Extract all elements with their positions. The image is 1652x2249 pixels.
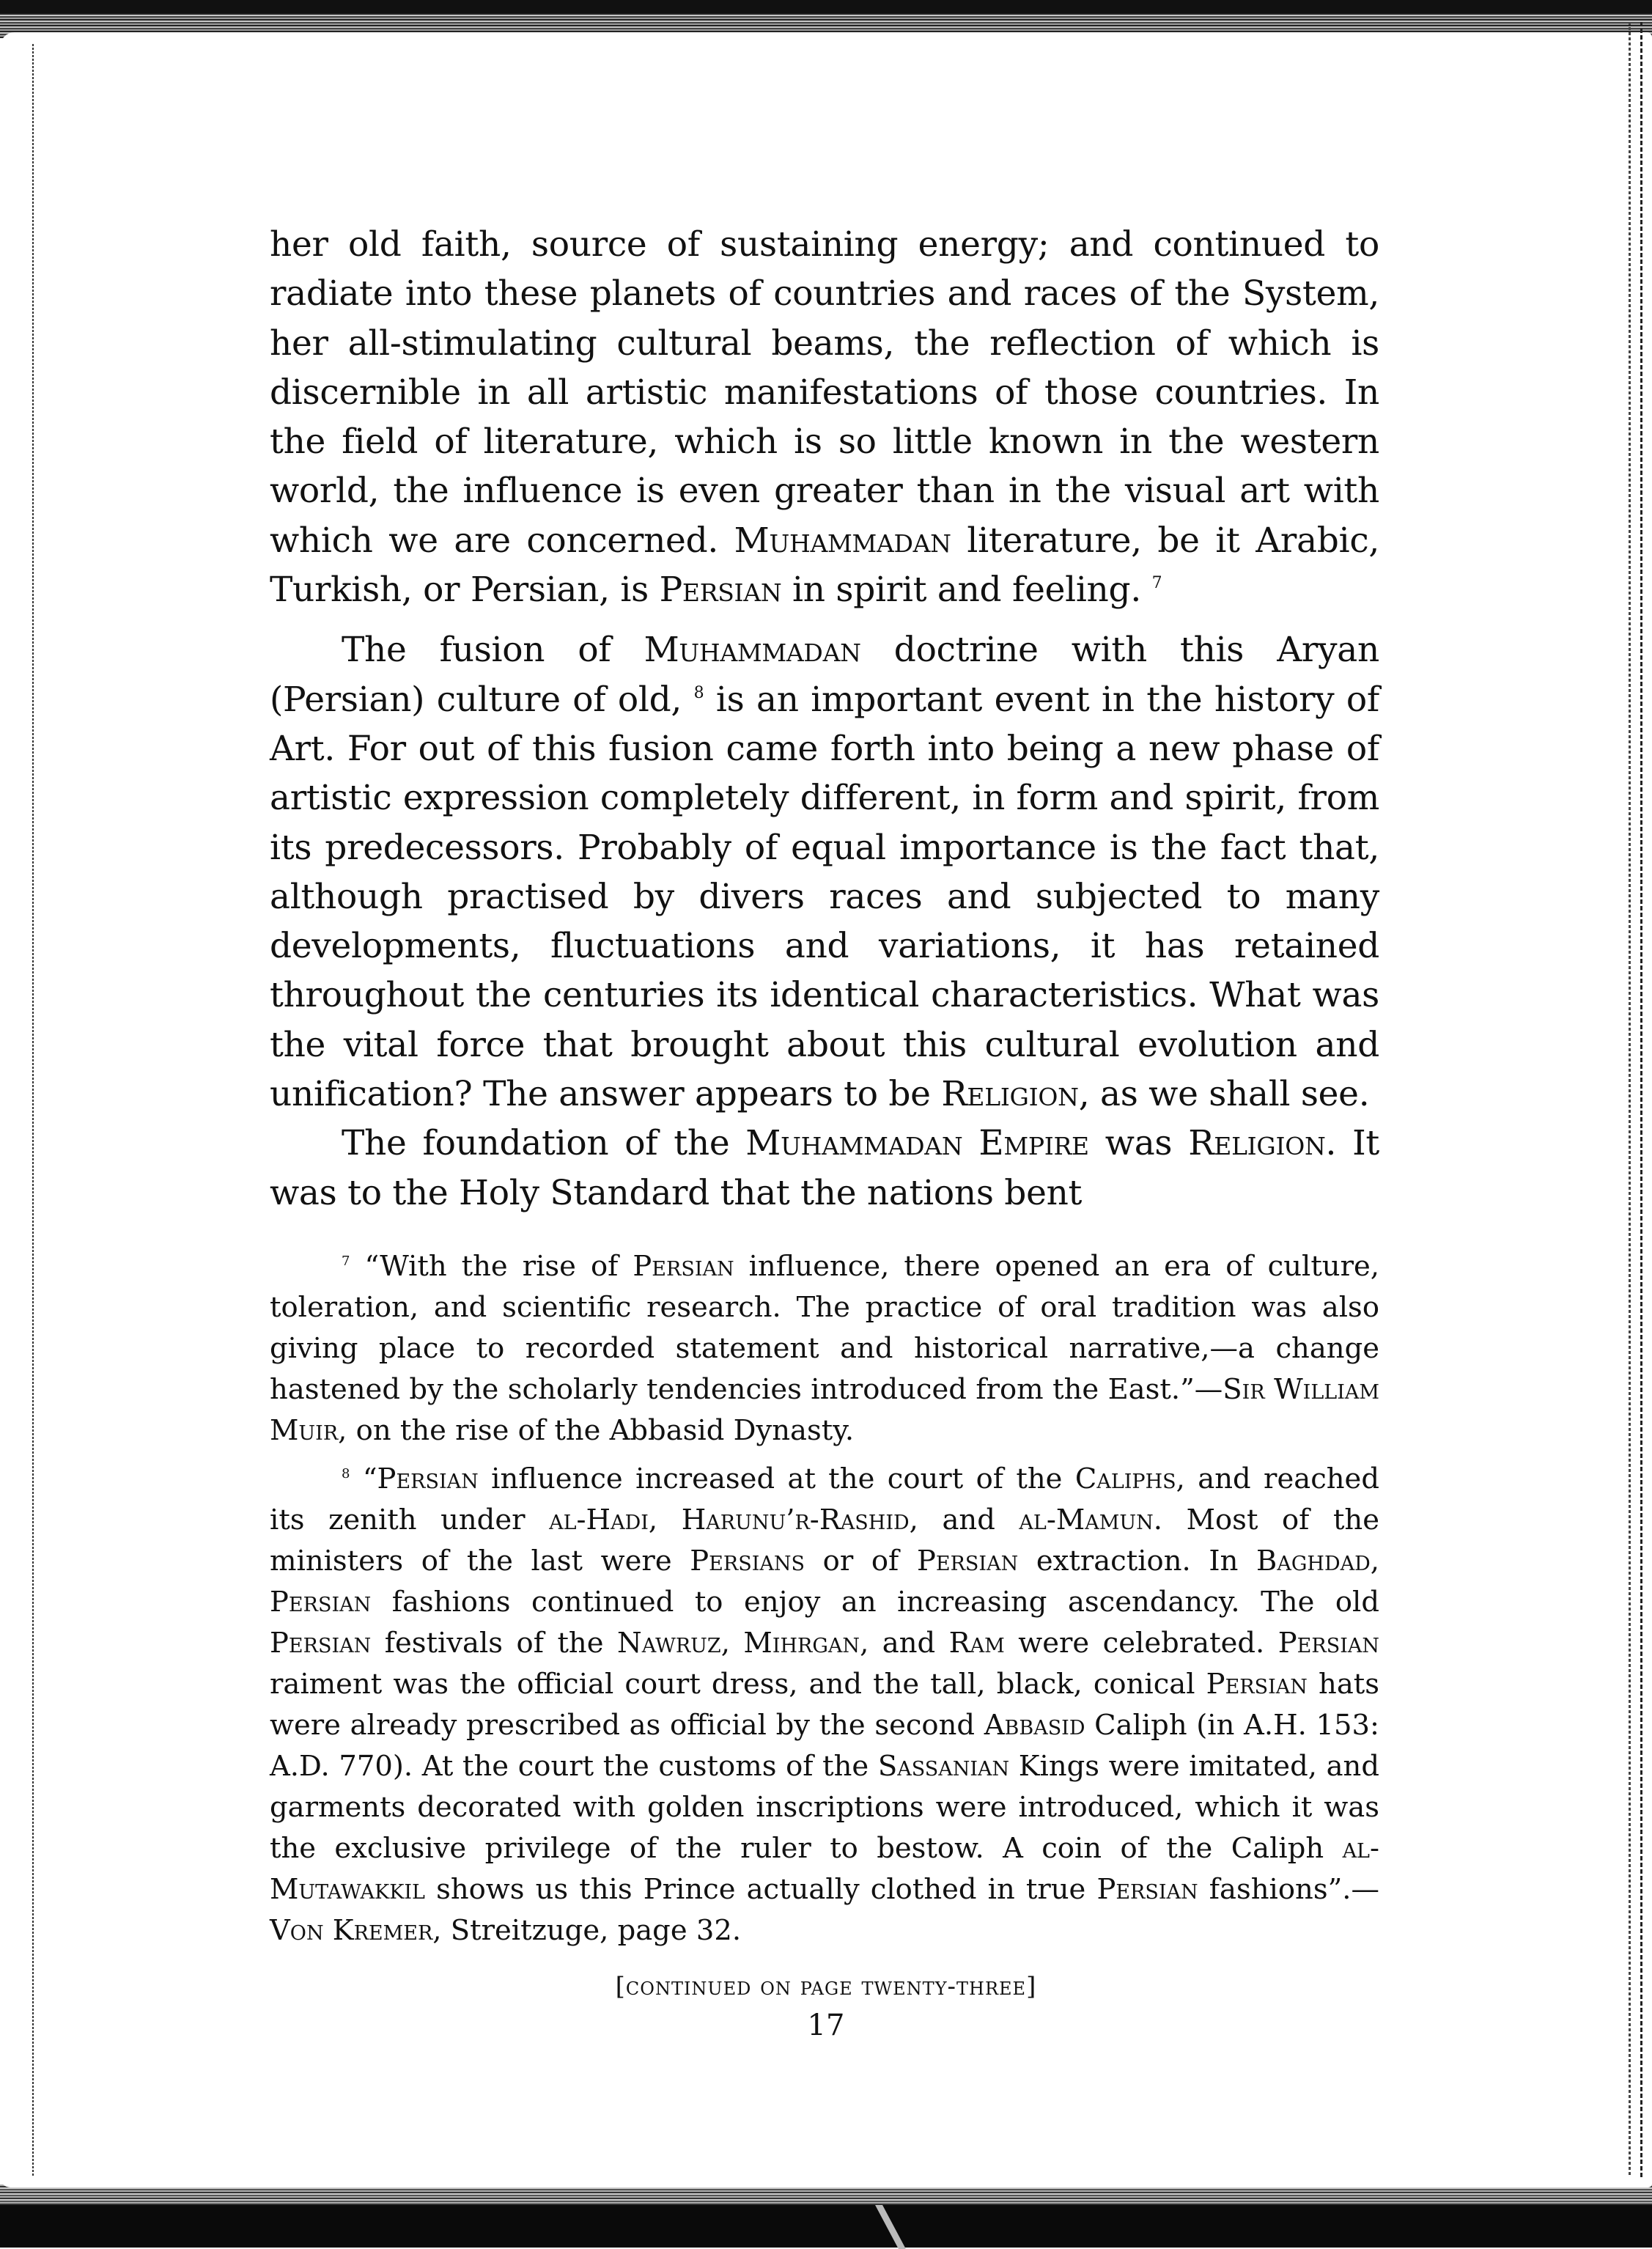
page-edge-right-outer xyxy=(1640,22,1642,2184)
text: her old faith, source of sustaining energy; and continued to radiate into these planets of countries and races of the System, her all-stimulating cultural beams, the reflection of which is discernible in all artistic manifestations of those countries. In the field of literature, which is so little known in the western world, the influence is even greater than in the visual art with which we are concerned. xyxy=(270,224,1379,561)
small-caps-term: Harunu’r-Rashid xyxy=(681,1503,910,1536)
scan-streak xyxy=(875,2205,906,2249)
text: was xyxy=(1088,1123,1189,1164)
text: , and reached its zenith under xyxy=(270,1462,1379,1536)
text: extraction. In xyxy=(1018,1545,1257,1578)
small-caps-term: Muhammadan Empire xyxy=(745,1123,1089,1164)
small-caps-term: al-Hadi xyxy=(549,1503,649,1536)
text: doctrine with this Aryan (Persian) culture of old, xyxy=(270,630,1379,720)
text: , on the rise of the Abbasid Dynasty. xyxy=(338,1414,855,1447)
text: , xyxy=(648,1503,682,1536)
text: influence increased at the court of the xyxy=(478,1462,1075,1495)
footnote-ref-8[interactable]: 8 xyxy=(693,683,704,702)
small-caps-term: Sassanian xyxy=(877,1750,1010,1783)
small-caps-term: Nawruz xyxy=(617,1627,721,1660)
small-caps-term: al-Mamun xyxy=(1019,1503,1154,1536)
page-bottom-edge xyxy=(0,2177,1652,2187)
text: hats were already prescribed as official by the second xyxy=(270,1668,1380,1742)
text: were celebrated. xyxy=(1004,1627,1278,1660)
footnote-mark: 8 xyxy=(342,1466,350,1481)
text: influence, there opened an era of culture, toleration, and scientific research. The practice of oral tradition was also giving place to recorded statement and historical narrative,—a change hastened by the scholarly tendencies introduced from the East.”— xyxy=(270,1250,1380,1406)
footnote-8 xyxy=(270,1459,1379,1951)
text: fashions continued to enjoy an increasing ascendancy. The old xyxy=(371,1586,1379,1619)
scan-border-top xyxy=(0,0,1652,38)
author-name: Sir William Muir xyxy=(270,1373,1380,1447)
text: or of xyxy=(805,1545,917,1578)
footnotes xyxy=(270,1246,1379,1951)
text: , and xyxy=(909,1503,1019,1536)
text: shows us this Prince actually clothed in true xyxy=(424,1873,1097,1906)
scan-border-bottom xyxy=(0,2184,1652,2248)
small-caps-term: Persian xyxy=(916,1545,1019,1578)
continued-note: [continued on page twenty-three] xyxy=(615,1972,1037,2001)
small-caps-term: Persians xyxy=(690,1545,805,1578)
text: , as we shall see. xyxy=(1078,1074,1370,1115)
small-caps-term: Persian xyxy=(270,1586,372,1619)
text: . It was to the Holy Standard that the nations bent xyxy=(270,1123,1379,1213)
small-caps-term: Muhammadan xyxy=(644,630,861,671)
small-caps-term: Persian xyxy=(270,1627,372,1660)
small-caps-term: Religion xyxy=(941,1074,1079,1115)
text: “ xyxy=(362,1462,377,1495)
paragraph-3 xyxy=(270,1119,1379,1218)
scan-band xyxy=(0,2184,1652,2205)
small-caps-term: al-Mutawakkil xyxy=(270,1832,1379,1906)
small-caps-term: Abbasid xyxy=(984,1709,1085,1742)
small-caps-term: Baghdad xyxy=(1256,1545,1371,1578)
text: , and xyxy=(860,1627,949,1660)
text: The fusion of xyxy=(342,630,644,671)
footnote-mark: 7 xyxy=(342,1254,350,1269)
paragraph-2 xyxy=(270,625,1379,1119)
text: The foundation of the xyxy=(342,1123,746,1164)
text: raiment was the official court dress, and the tall, black, conical xyxy=(270,1668,1206,1701)
page-number: 17 xyxy=(807,2009,845,2042)
small-caps-term: Mihrgan xyxy=(743,1627,860,1660)
page-edge-left xyxy=(32,44,34,2184)
footnote-ref-7[interactable]: 7 xyxy=(1151,574,1162,593)
text: Caliph (in A.H. 153: A.D. 770). At the court the customs of the xyxy=(270,1709,1379,1783)
text: “With the rise of xyxy=(364,1250,633,1283)
text: , Streitzuge, page 32. xyxy=(432,1914,742,1947)
text: is an important event in the history of Art. For out of this fusion came forth into being a new phase of artistic expression completely different, in form and spirit, from its predecessors. Probably of equal importance is the fact that, although practised by divers races and subjected to many developments, fluctuations and variations, it has retained throughout the centuries its identical characteristics. What was the vital force that brought about this cultural evolution and unification? The answer appears to be xyxy=(270,679,1380,1115)
small-caps-term: Persian xyxy=(633,1250,734,1283)
text: Kings were imitated, and garments decorated with golden inscriptions were introduced, which it was the exclusive privilege of the ruler to bestow. A coin of the Caliph xyxy=(270,1750,1379,1865)
author-name: Von Kremer xyxy=(270,1914,433,1947)
text: literature, be it Arabic, Turkish, or Persian, is xyxy=(270,520,1379,611)
small-caps-term: Persian xyxy=(1096,1873,1198,1906)
page-edge-right xyxy=(1629,22,1631,2184)
text: in spirit and feeling. xyxy=(781,570,1141,611)
text: . Most of the ministers of the last were xyxy=(270,1503,1379,1578)
text: festivals of the xyxy=(371,1627,617,1660)
small-caps-term: Persian xyxy=(1277,1627,1379,1660)
paragraph-1 xyxy=(270,220,1379,614)
footnote-7 xyxy=(270,1246,1379,1451)
text: , xyxy=(1370,1545,1379,1578)
small-caps-term: Religion xyxy=(1188,1123,1326,1164)
small-caps-term: Ram xyxy=(948,1627,1005,1660)
small-caps-term: Persian xyxy=(1206,1668,1308,1701)
small-caps-term: Caliphs xyxy=(1074,1462,1176,1495)
small-caps-term: Persian xyxy=(377,1462,479,1495)
body-text xyxy=(270,220,1379,1218)
text: fashions”.— xyxy=(1198,1873,1379,1906)
text: , xyxy=(720,1627,744,1660)
small-caps-term: Muhammadan xyxy=(734,520,951,561)
small-caps-term: Persian xyxy=(659,570,782,611)
